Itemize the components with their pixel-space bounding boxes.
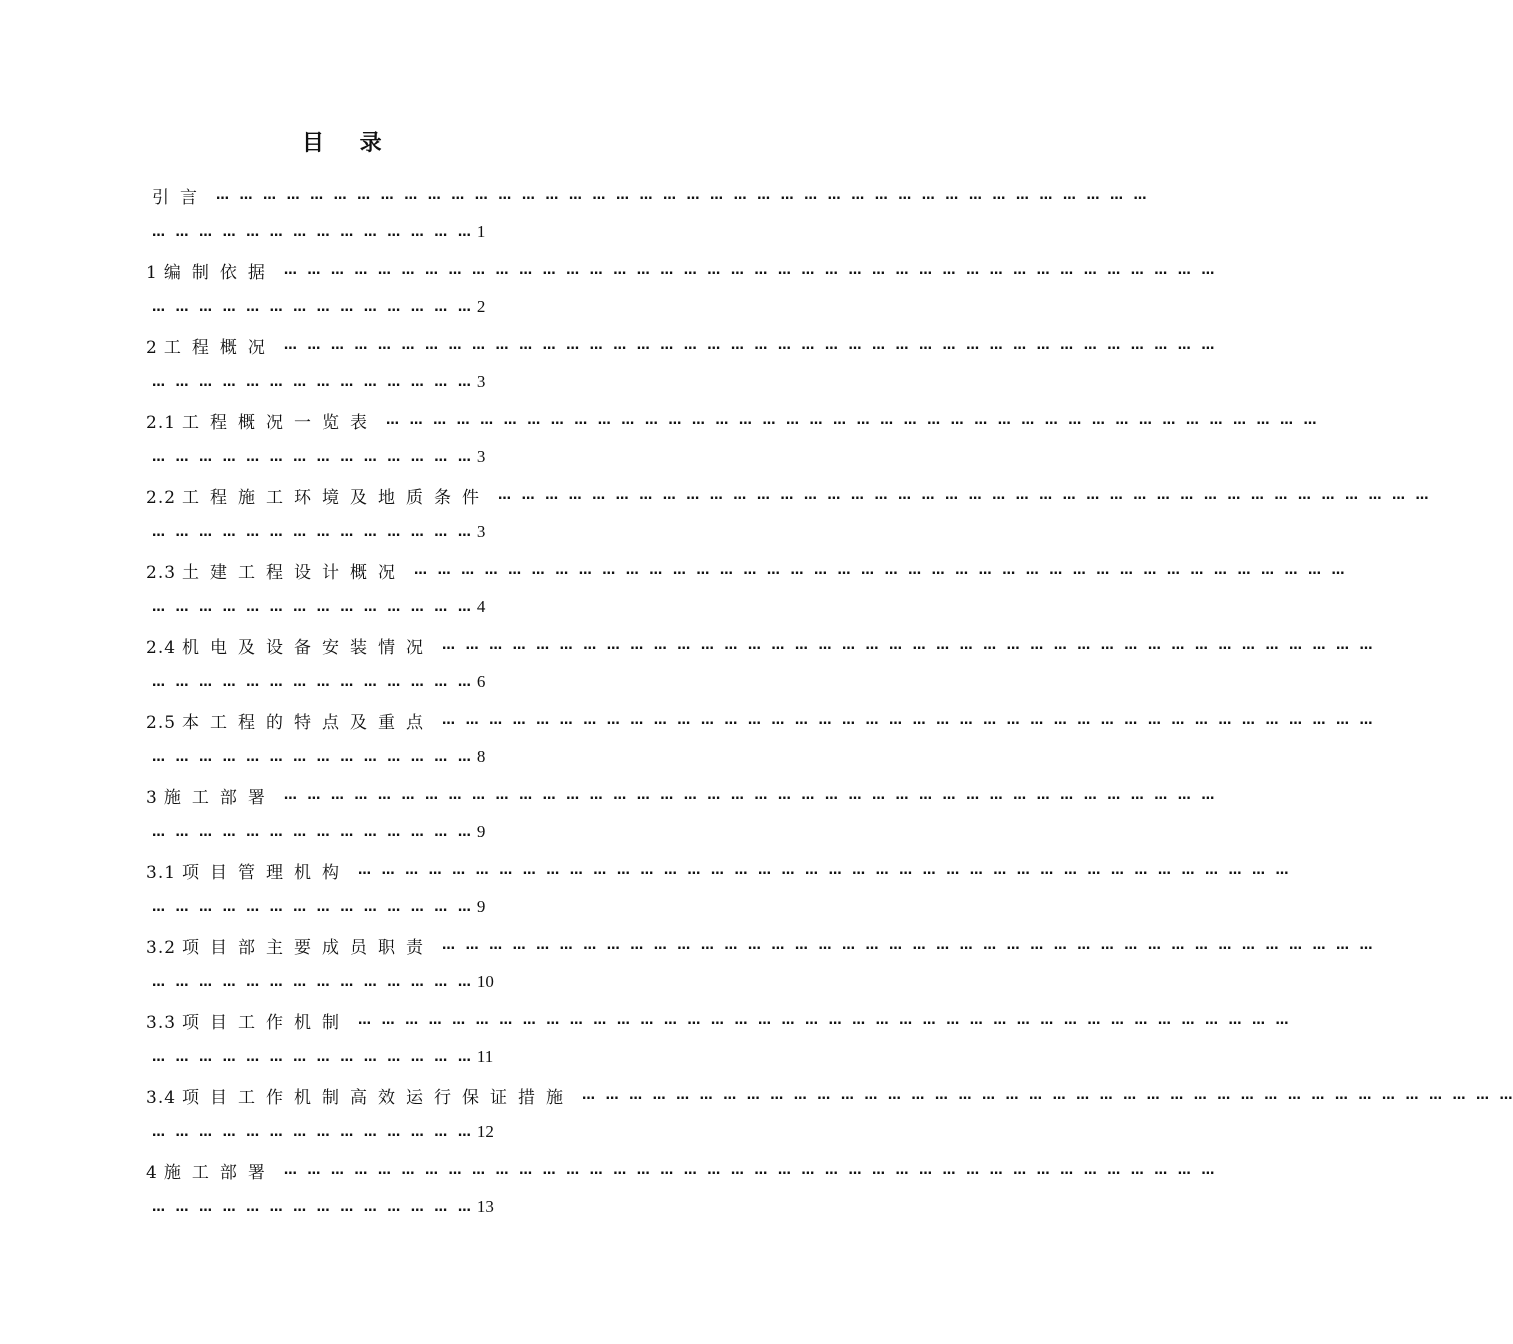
toc-entry-page-number: 3 — [476, 372, 486, 391]
toc-entry[interactable] — [146, 256, 1215, 331]
leader-dots: … … … … … … … … … … … … … … — [152, 1199, 471, 1215]
toc-entry-number: 1 — [146, 262, 158, 283]
toc-entry-title: 引言 — [152, 187, 208, 208]
toc-entry-page-line — [146, 293, 806, 321]
toc-entry-heading-line — [146, 781, 1215, 809]
toc-entry[interactable] — [146, 1156, 1215, 1231]
leader-dots: … … … … … … … … … … … … … … … … … … … … … … … … … … … … … … … … … … … … … … … … — [283, 262, 1215, 278]
toc-entry-label — [146, 258, 276, 283]
toc-entry-page-line — [146, 668, 806, 696]
toc-entry-number: 3.3 — [146, 1012, 177, 1033]
toc-entry-heading-line — [146, 631, 1373, 659]
toc-entry-page-number: 1 — [476, 222, 486, 241]
leader-dots: … … … … … … … … … … … … … … — [152, 1049, 471, 1065]
toc-entry-number: 2.2 — [146, 487, 177, 508]
toc-entry-page-number: 10 — [476, 972, 494, 991]
toc-entry-label — [146, 333, 276, 358]
toc-entry-heading-line — [146, 1081, 1513, 1109]
toc-entry-number: 2.4 — [146, 637, 177, 658]
toc-entry-title: 工程概况 — [163, 337, 276, 358]
leader-dots: … … … … … … … … … … … … … … … … … … … … … … … … … … … … … … … … … … … … … … … … — [442, 637, 1373, 653]
toc-entry-heading-line — [146, 931, 1373, 959]
toc-entry-heading-line — [146, 481, 1429, 509]
toc-entry[interactable] — [146, 1006, 1289, 1081]
toc-entry-label — [146, 558, 406, 583]
leader-dots: … … … … … … … … … … … … … … — [152, 899, 471, 915]
toc-entry-number: 3 — [146, 787, 158, 808]
toc-entry-title: 项目工作机制 — [182, 1012, 351, 1033]
leader-dots: … … … … … … … … … … … … … … — [152, 449, 471, 465]
toc-entry-page-number: 6 — [476, 672, 486, 691]
toc-entry[interactable] — [146, 406, 1317, 481]
toc-entry-heading-line — [146, 1156, 1215, 1184]
toc-entry-page-number: 3 — [476, 522, 486, 541]
toc-entry[interactable] — [146, 181, 1147, 256]
toc-entry-title: 项目工作机制高效运行保证措施 — [182, 1087, 575, 1108]
toc-entry[interactable] — [146, 1081, 1513, 1156]
toc-entry-label — [146, 708, 434, 733]
toc-entry[interactable] — [146, 556, 1345, 631]
toc-entry-heading-line — [146, 856, 1289, 884]
toc-entry-label — [146, 933, 434, 958]
leader-dots: … … … … … … … … … … … … … … … … … … … … … … … … … … … … … … … … … … … … … … … … — [498, 487, 1429, 503]
toc-entry-label — [146, 858, 350, 883]
toc-entry-heading-line — [146, 256, 1215, 284]
toc-entry[interactable] — [146, 931, 1373, 1006]
leader-dots: … … … … … … … … … … … … … … … … … … … … … … … … … … … … … … … … … … … … … … … … — [216, 187, 1147, 203]
toc-entry-page-number: 9 — [476, 822, 486, 841]
toc-entry-heading-line — [146, 706, 1373, 734]
leader-dots: … … … … … … … … … … … … … … — [152, 674, 471, 690]
toc-entry-page-line — [146, 818, 806, 846]
toc-entry-label — [146, 483, 490, 508]
leader-dots: … … … … … … … … … … … … … … — [152, 1124, 471, 1140]
toc-entry[interactable] — [146, 631, 1373, 706]
leader-dots: … … … … … … … … … … … … … … … … … … … … … … … … … … … … … … … … … … … … … … … … — [283, 1162, 1215, 1178]
toc-entry-heading-line — [146, 181, 1147, 209]
leader-dots: … … … … … … … … … … … … … … — [152, 299, 471, 315]
toc-entry-title: 编制依据 — [163, 262, 276, 283]
toc-entry-page-line — [146, 893, 806, 921]
toc-entry-heading-line — [146, 331, 1215, 359]
toc-entry-page-number: 2 — [476, 297, 486, 316]
leader-dots: … … … … … … … … … … … … … … … … … … … … … … … … … … … … … … … … … … … … … … … … — [582, 1087, 1513, 1103]
toc-entry-page-line — [146, 968, 806, 996]
toc-entry-title: 土建工程设计概况 — [182, 562, 407, 583]
toc-entry-page-number: 11 — [476, 1047, 494, 1066]
leader-dots: … … … … … … … … … … … … … … … … … … … … … … … … … … … … … … … … … … … … … … … … — [386, 412, 1317, 428]
toc-entry-label — [146, 1158, 276, 1183]
toc-entry-number: 2 — [146, 337, 158, 358]
toc-entry[interactable] — [146, 781, 1215, 856]
toc-title: 目 录 — [302, 130, 396, 156]
toc-entry-number: 2.3 — [146, 562, 177, 583]
toc-entry-label — [146, 1083, 574, 1108]
toc-entry-heading-line — [146, 406, 1317, 434]
toc-entry-page-line — [146, 443, 806, 471]
leader-dots: … … … … … … … … … … … … … … — [152, 749, 471, 765]
toc-entry-number: 4 — [146, 1162, 158, 1183]
toc-entry-page-line — [146, 218, 806, 246]
toc-entry-page-number: 9 — [476, 897, 486, 916]
toc-entry-page-number: 8 — [476, 747, 486, 766]
toc-entry-title: 机电及设备安装情况 — [182, 637, 435, 658]
toc-entry-number: 3.2 — [146, 937, 177, 958]
leader-dots: … … … … … … … … … … … … … … … … … … … … … … … … … … … … … … … … … … … … … … … … — [358, 1012, 1289, 1028]
toc-entry-page-number: 3 — [476, 447, 486, 466]
toc-entry-page-number: 4 — [476, 597, 486, 616]
toc-entry-number: 2.5 — [146, 712, 177, 733]
toc-entry-label — [146, 633, 434, 658]
toc-entry-title: 项目部主要成员职责 — [182, 937, 435, 958]
toc-entry[interactable] — [146, 481, 1429, 556]
toc-entry-number: 3.1 — [146, 862, 177, 883]
toc-entry-page-line — [146, 1043, 806, 1071]
leader-dots: … … … … … … … … … … … … … … … … … … … … … … … … … … … … … … … … … … … … … … … … — [414, 562, 1345, 578]
toc-entry-page-line — [146, 593, 806, 621]
toc-entry-page-line — [146, 1193, 806, 1221]
toc-entry-title: 本工程的特点及重点 — [182, 712, 435, 733]
toc-entry-page-number: 13 — [476, 1197, 494, 1216]
leader-dots: … … … … … … … … … … … … … … — [152, 224, 471, 240]
leader-dots: … … … … … … … … … … … … … … … … … … … … … … … … … … … … … … … … … … … … … … … … — [283, 787, 1215, 803]
toc-entry-label — [146, 783, 276, 808]
toc-entry-number: 2.1 — [146, 412, 177, 433]
toc-entry-title: 工程概况一览表 — [182, 412, 379, 433]
toc-entry-heading-line — [146, 1006, 1289, 1034]
toc-entry-title: 施工部署 — [163, 787, 276, 808]
toc-entry-heading-line — [146, 556, 1345, 584]
leader-dots: … … … … … … … … … … … … … … — [152, 974, 471, 990]
leader-dots: … … … … … … … … … … … … … … — [152, 599, 471, 615]
leader-dots: … … … … … … … … … … … … … … — [152, 374, 471, 390]
toc-entry-title: 项目管理机构 — [182, 862, 351, 883]
leader-dots: … … … … … … … … … … … … … … … … … … … … … … … … … … … … … … … … … … … … … … … … — [283, 337, 1215, 353]
leader-dots: … … … … … … … … … … … … … … … … … … … … … … … … … … … … … … … … … … … … … … … … — [442, 712, 1373, 728]
toc-entry-title: 工程施工环境及地质条件 — [182, 487, 491, 508]
toc-entry[interactable] — [146, 856, 1289, 931]
toc-entry-label — [146, 1008, 350, 1033]
toc-entry-page-line — [146, 518, 806, 546]
leader-dots: … … … … … … … … … … … … … … — [152, 824, 471, 840]
toc-entry-label — [146, 183, 208, 208]
toc-entry[interactable] — [146, 331, 1215, 406]
toc-entry-page-number: 12 — [476, 1122, 494, 1141]
toc-entry-page-line — [146, 1118, 806, 1146]
leader-dots: … … … … … … … … … … … … … … … … … … … … … … … … … … … … … … … … … … … … … … … … — [442, 937, 1373, 953]
leader-dots: … … … … … … … … … … … … … … — [152, 524, 471, 540]
toc-entry-title: 施工部署 — [163, 1162, 276, 1183]
toc-entry[interactable] — [146, 706, 1373, 781]
toc-entry-number: 3.4 — [146, 1087, 177, 1108]
leader-dots: … … … … … … … … … … … … … … … … … … … … … … … … … … … … … … … … … … … … … … … … — [358, 862, 1289, 878]
toc-entry-label — [146, 408, 378, 433]
toc-entry-page-line — [146, 743, 806, 771]
toc-entry-page-line — [146, 368, 806, 396]
